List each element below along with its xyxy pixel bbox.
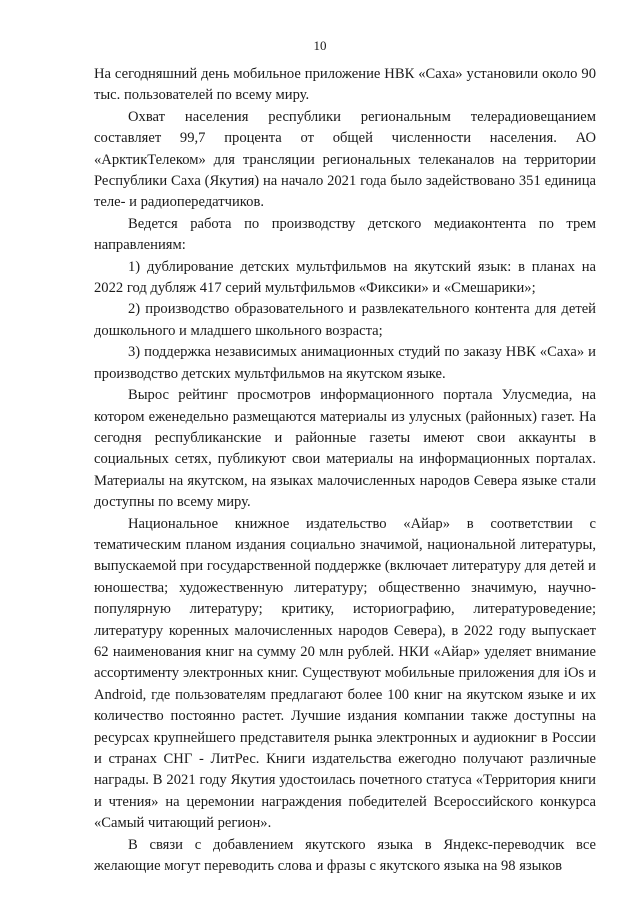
paragraph-broadcast-coverage: Охват населения республики региональным телерадиовещанием составляет 99,7 процента от общей численности населения. АО «АрктикТелеком» для трансляции региональных телеканалов на территории Республики Саха (Якутия) на начало 2021 года было задействовано 351 единица теле- и радиопередатчиков.: [94, 108, 596, 211]
paragraph-item-animation-studios: 3) поддержка независимых анимационных студий по заказу НВК «Саха» и производство детских мультфильмов на якутском языке.: [94, 344, 596, 382]
paragraph-mobile-app: На сегодняшний день мобильное приложение НВК «Саха» установили около 90 тыс. пользователей по всему миру.: [94, 66, 596, 104]
paragraph-ayar-publishing: Национальное книжное издательство «Айар» в соответствии с тематическим планом издания социально значимой, национальной литературы, выпускаемой при государственной поддержке (включает литературу для детей и юношества; художественную литературу; общественно значимую, научно-популярную литературу; критику, историографию, литературоведение; литературу коренных малочисленных народов Севера), в 2022 году выпускает 62 наименования книг на сумму 20 млн рублей. НКИ «Айар» уделяет внимание ассортименту электронных книг. Существуют мобильные приложения для iOs и Android, где пользователям предлагают более 100 книг на якутском языке и их количество постоянно растет. Лучшие издания компании также доступны на ресурсах крупнейшего представителя рынка электронных и аудиокниг в России и странах СНГ - ЛитРес. Книги издательства ежегодно получают различные награды. В 2021 году Якутия удостоилась почетного статуса «Территория книги и чтения» на церемонии награждения победителей Всероссийского конкурса «Самый читающий регион».: [94, 515, 596, 832]
paragraph-media-content-intro: Ведется работа по производству детского медиаконтента по трем направлениям:: [94, 215, 596, 254]
paragraph-yandex-translator: В связи с добавлением якутского языка в Яндекс-переводчик все желающие могут переводить слова и фразы с якутского языка на 98 языков: [94, 836, 596, 875]
paragraph-item-production: 2) производство образовательного и развлекательного контента для детей дошкольного и младшего школьного возраста;: [94, 301, 596, 339]
document-body: [94, 64, 596, 877]
paragraph-item-dubbing: 1) дублирование детских мультфильмов на якутский язык: в планах на 2022 год дубляж 417 серий мультфильмов «Фиксики» и «Смешарики»;: [94, 258, 596, 297]
paragraph-ulusmedia-portal: Вырос рейтинг просмотров информационного портала Улусмедиа, на котором еженедельно размещаются материалы из улусных (районных) газет. На сегодня республиканские и районные газеты имеют свои аккаунты в социальных сетях, публикуют свои материалы на информационных порталах. Материалы на якутском, на языках малочисленных народов Севера языке стали доступны по всему миру.: [94, 387, 596, 511]
page-number: 10: [313, 38, 327, 53]
